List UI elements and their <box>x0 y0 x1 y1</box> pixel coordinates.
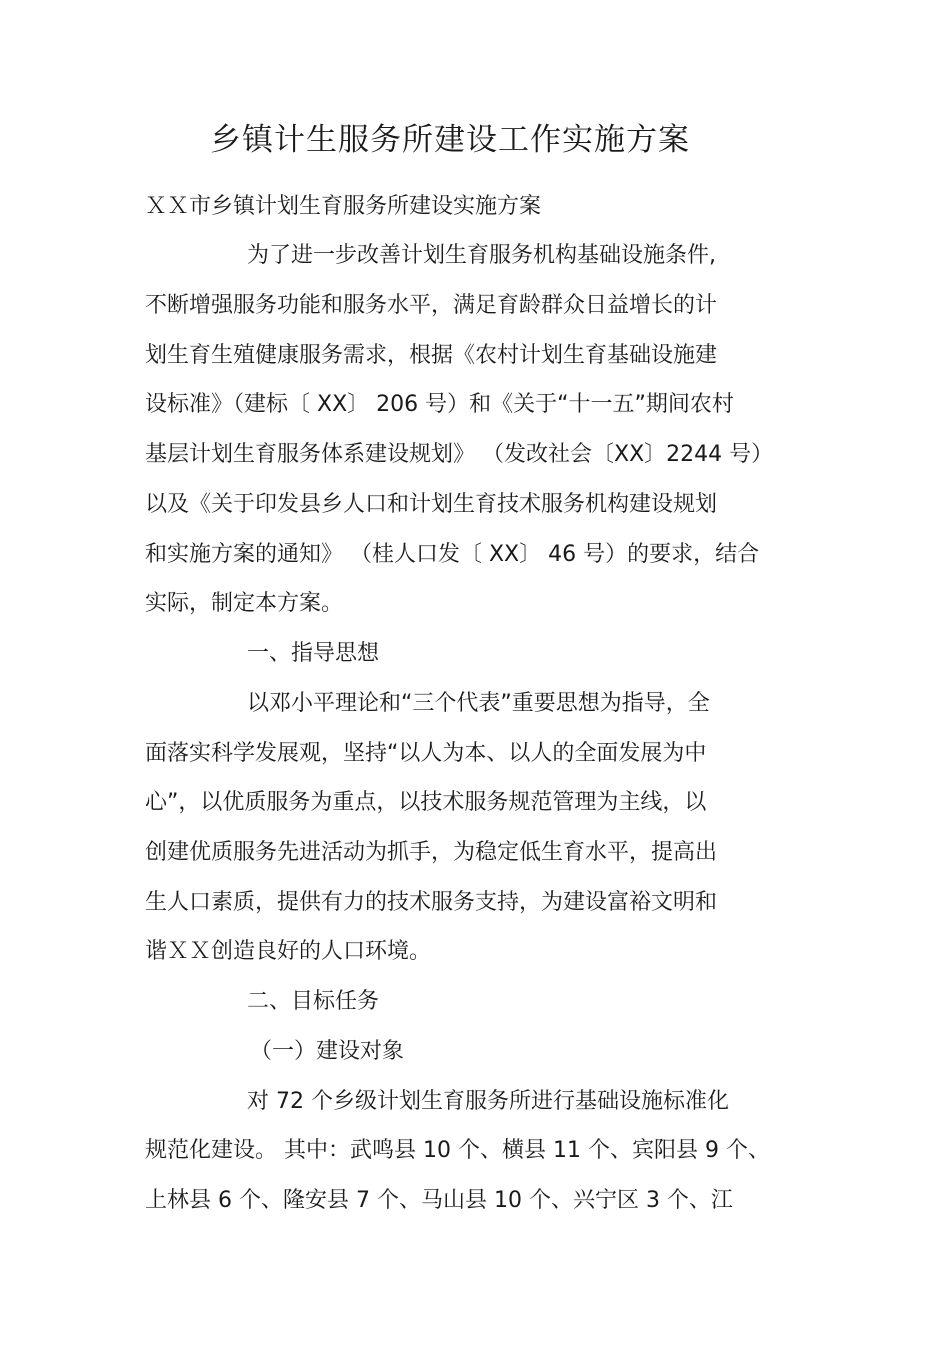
paragraph-line: 设标准》（建标〔 XX〕 206 号）和《关于“十一五”期间农村 <box>145 392 734 417</box>
subsection-heading: （一）建设对象 <box>250 1039 405 1064</box>
paragraph-line: 上林县 6 个、隆安县 7 个、马山县 10 个、兴宁区 3 个、江 <box>145 1188 733 1213</box>
paragraph-line: 实际，制定本方案。 <box>145 591 344 616</box>
paragraph-line: 心”，以优质服务为重点，以技术服务规范管理为主线，以 <box>145 790 707 815</box>
paragraph-line: 面落实科学发展观，坚持“以人为本、以人的全面发展为中 <box>145 741 707 766</box>
paragraph-line: 为了进一步改善计划生育服务机构基础设施条件, <box>247 243 716 268</box>
paragraph-line: 规范化建设。 其中：武鸣县 10 个、横县 11 个、宾阳县 9 个、 <box>145 1138 770 1163</box>
section-heading: 二、目标任务 <box>247 989 380 1014</box>
paragraph-line: 对 72 个乡级计划生育服务所进行基础设施标准化 <box>247 1089 729 1114</box>
paragraph-line: 以及《关于印发县乡人口和计划生育技术服务机构建设规划 <box>145 492 718 517</box>
paragraph-line: 划生育生殖健康服务需求，根据《农村计划生育基础设施建 <box>145 343 718 368</box>
paragraph-line: 生人口素质，提供有力的技术服务支持，为建设富裕文明和 <box>145 890 718 915</box>
paragraph-line: 创建优质服务先进活动为抓手，为稳定低生育水平，提高出 <box>145 840 718 865</box>
section-heading: 一、指导思想 <box>247 641 380 666</box>
document-title: 乡镇计生服务所建设工作实施方案 <box>210 122 690 158</box>
paragraph-line: 基层计划生育服务体系建设规划》 （发改社会〔XX〕2244 号） <box>145 442 774 467</box>
paragraph-line: 不断增强服务功能和服务水平，满足育龄群众日益增长的计 <box>145 293 718 318</box>
paragraph-line: 和实施方案的通知》 （桂人口发〔 XX〕 46 号）的要求，结合 <box>145 542 760 567</box>
paragraph-line: 以邓小平理论和“三个代表”重要思想为指导，全 <box>247 691 710 716</box>
document-subtitle: ＸＸ市乡镇计划生育服务所建设实施方案 <box>145 194 542 219</box>
paragraph-line: 谐ＸＸ创造良好的人口环境。 <box>145 939 432 964</box>
